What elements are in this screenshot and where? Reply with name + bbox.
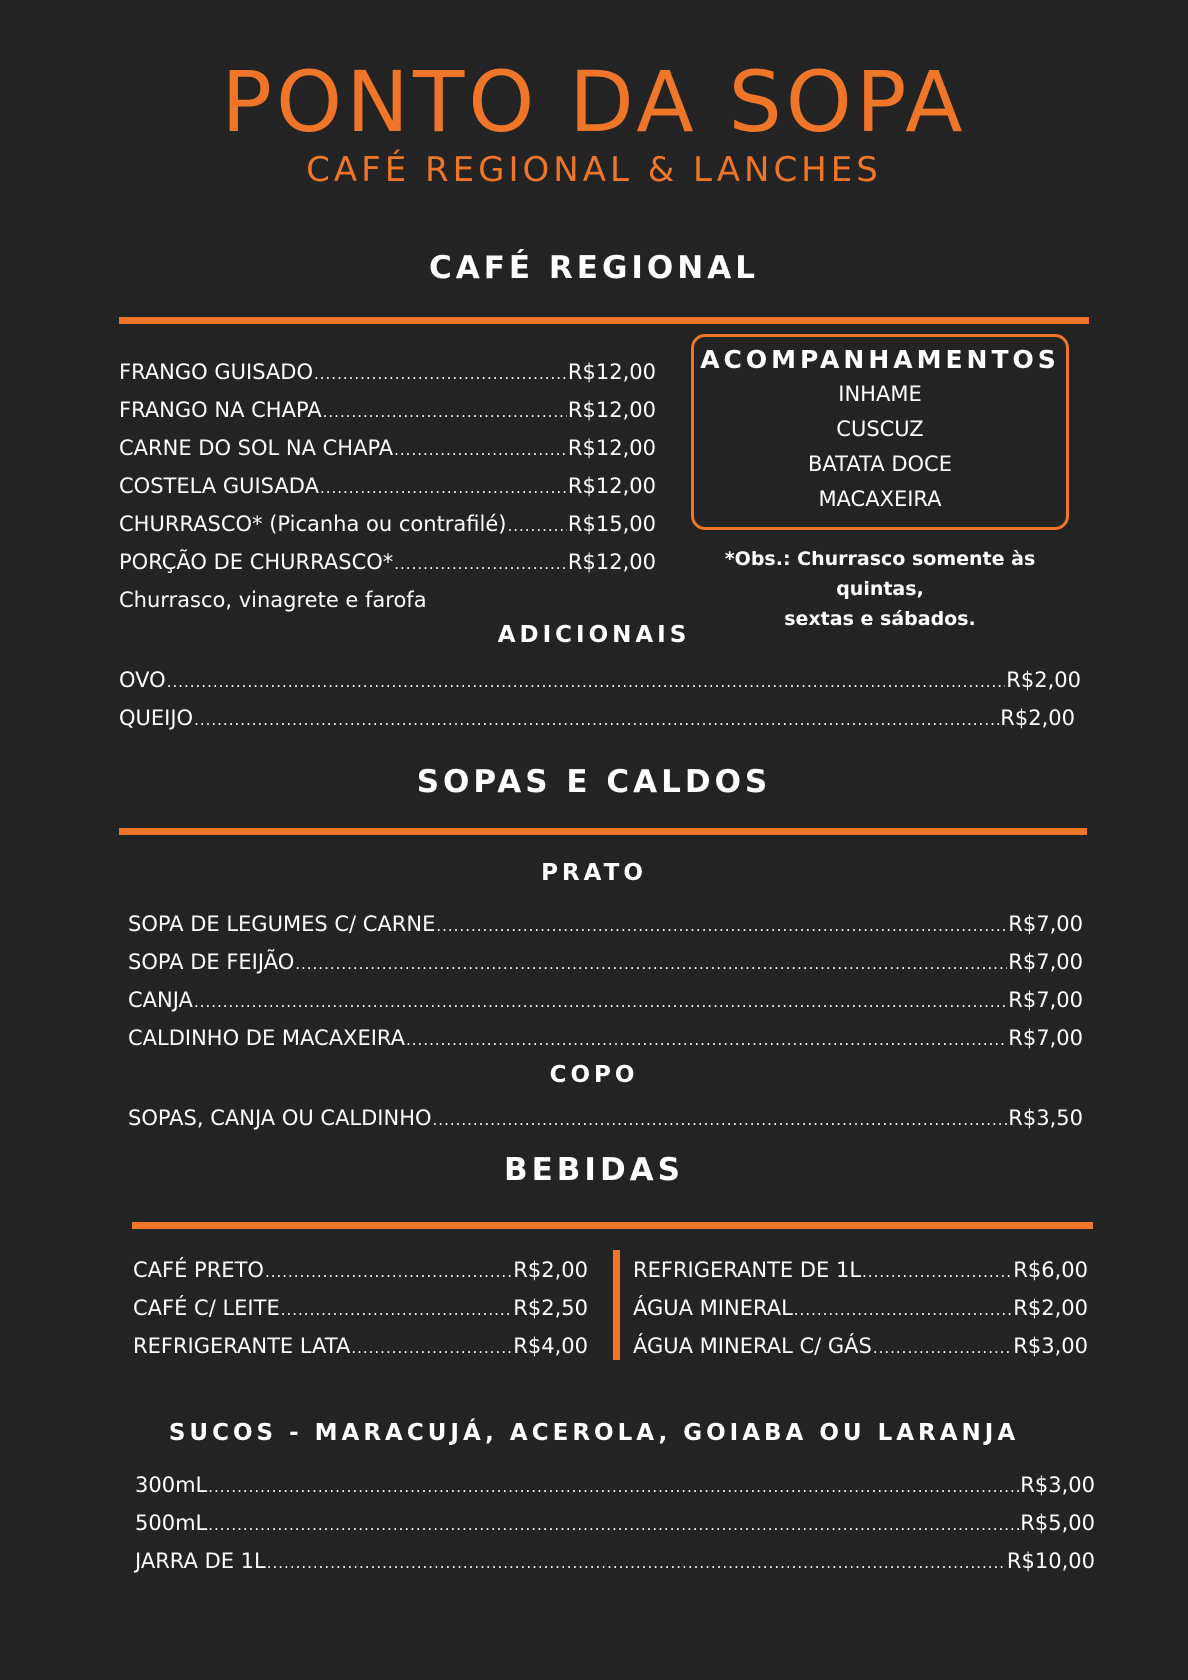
menu-item-price: R$7,00 [1008, 950, 1083, 974]
menu-item [135, 1543, 1095, 1581]
dot-leader [281, 1292, 513, 1328]
restaurant-tagline: CAFÉ REGIONAL & LANCHES [306, 150, 882, 190]
menu-item-name: CHURRASCO* (Picanha ou contrafilé) [119, 512, 507, 536]
dot-leader [194, 984, 1007, 1020]
menu-item [119, 430, 656, 468]
menu-item-name: CANJA [128, 988, 193, 1012]
menu-item-name: SOPA DE LEGUMES C/ CARNE [128, 912, 436, 936]
menu-item-price: R$2,00 [1006, 668, 1081, 692]
menu-item-price: R$12,00 [567, 550, 656, 574]
acompanhamento-item: BATATA DOCE [808, 452, 952, 476]
sucos-list [135, 1467, 1095, 1581]
menu-item-name: QUEIJO [119, 706, 194, 730]
dot-leader [394, 546, 567, 582]
dot-leader [167, 664, 1006, 700]
dot-leader [394, 432, 567, 468]
menu-item-price: R$7,00 [1008, 912, 1083, 936]
cafe-regional-list [119, 354, 656, 618]
dot-leader [267, 1545, 1006, 1581]
dot-leader [351, 1330, 512, 1366]
prato-list [128, 906, 1083, 1058]
bebidas-left-list [133, 1252, 588, 1366]
menu-item [133, 1252, 588, 1290]
menu-item [128, 1100, 1083, 1138]
column-divider [613, 1250, 620, 1360]
menu-item-name: ÁGUA MINERAL [633, 1296, 793, 1320]
menu-item [119, 544, 656, 582]
dot-leader [323, 394, 567, 430]
menu-item-name: 500mL [135, 1511, 208, 1535]
menu-item-price: R$3,00 [1020, 1473, 1095, 1497]
menu-item [135, 1467, 1095, 1505]
menu-item [119, 506, 656, 544]
observation-line: *Obs.: Churrasco somente às quintas, [724, 548, 1036, 600]
copo-list [128, 1100, 1083, 1138]
menu-item-price: R$3,50 [1008, 1106, 1083, 1130]
menu-item-name: COSTELA GUISADA [119, 474, 319, 498]
acompanhamento-item: MACAXEIRA [818, 487, 942, 511]
menu-item-name: CARNE DO SOL NA CHAPA [119, 436, 394, 460]
menu-item-price: R$12,00 [567, 398, 656, 422]
menu-item [128, 944, 1083, 982]
menu-item-name: JARRA DE 1L [135, 1549, 266, 1573]
menu-item [128, 1020, 1083, 1058]
menu-item-price: R$6,00 [1013, 1258, 1088, 1282]
menu-item [133, 1328, 588, 1366]
dot-leader [406, 1022, 1007, 1058]
menu-item-name: PORÇÃO DE CHURRASCO* [119, 550, 394, 574]
subsection-title-prato: PRATO [541, 860, 647, 886]
menu-item-name: FRANGO GUISADO [119, 360, 313, 384]
menu-item [135, 1505, 1095, 1543]
subsection-title-adicionais: ADICIONAIS [497, 622, 691, 648]
menu-item-name: ÁGUA MINERAL C/ GÁS [633, 1334, 872, 1358]
menu-item-price: R$2,00 [513, 1258, 588, 1282]
menu-item-name: CAFÉ C/ LEITE [133, 1296, 280, 1320]
menu-item-price: R$7,00 [1008, 1026, 1083, 1050]
dot-leader [208, 1469, 1019, 1505]
menu-item-name: CALDINHO DE MACAXEIRA [128, 1026, 406, 1050]
menu-item-name: REFRIGERANTE DE 1L [633, 1258, 862, 1282]
menu-item-name: SOPA DE FEIJÃO [128, 950, 295, 974]
menu-item-price: R$10,00 [1006, 1549, 1095, 1573]
subsection-title-copo: COPO [549, 1062, 639, 1088]
menu-item [133, 1290, 588, 1328]
menu-item-price: R$12,00 [567, 436, 656, 460]
acompanhamento-item: INHAME [838, 382, 922, 406]
menu-item [119, 700, 1075, 738]
observation-line: sextas e sábados. [784, 608, 976, 630]
dot-leader [433, 1102, 1008, 1138]
menu-item [633, 1328, 1088, 1366]
menu-item-price: R$15,00 [567, 512, 656, 536]
adicionais-list [119, 662, 1081, 738]
bebidas-right-list [633, 1252, 1088, 1366]
menu-item [119, 354, 656, 392]
menu-item-price: R$7,00 [1008, 988, 1083, 1012]
menu-item-price: R$12,00 [567, 360, 656, 384]
menu-item-price: R$2,00 [1013, 1296, 1088, 1320]
menu-item-price: R$3,00 [1013, 1334, 1088, 1358]
section-title-bebidas: BEBIDAS [503, 1152, 685, 1188]
restaurant-name: PONTO DA SOPA [221, 53, 967, 151]
dot-leader [320, 470, 567, 506]
dot-leader [873, 1330, 1012, 1366]
menu-item-name: SOPAS, CANJA OU CALDINHO [128, 1106, 432, 1130]
subsection-title-sucos: SUCOS - MARACUJÁ, ACEROLA, GOIABA OU LARANJA [168, 1420, 1020, 1446]
menu-item [128, 906, 1083, 944]
menu-item-price: R$2,00 [1000, 706, 1075, 730]
menu-item-price: R$12,00 [567, 474, 656, 498]
menu-item-name: 300mL [135, 1473, 208, 1497]
menu-item [119, 468, 656, 506]
menu-item-name: REFRIGERANTE LATA [133, 1334, 351, 1358]
dot-leader [314, 356, 567, 392]
dot-leader [436, 908, 1007, 944]
acompanhamentos-box [691, 334, 1069, 530]
menu-item-name: FRANGO NA CHAPA [119, 398, 322, 422]
portion-description: Churrasco, vinagrete e farofa [119, 588, 427, 612]
dot-leader [295, 946, 1007, 982]
section-title-sopas: SOPAS E CALDOS [416, 764, 772, 800]
acompanhamento-item: CUSCUZ [836, 417, 924, 441]
section-divider [119, 828, 1087, 835]
menu-item-name: OVO [119, 668, 166, 692]
menu-item-price: R$2,50 [513, 1296, 588, 1320]
menu-item [119, 662, 1081, 700]
menu-item [119, 392, 656, 430]
menu-item [633, 1252, 1088, 1290]
menu-item [633, 1290, 1088, 1328]
menu-item-price: R$4,00 [513, 1334, 588, 1358]
dot-leader [794, 1292, 1013, 1328]
menu-item-name: CAFÉ PRETO [133, 1258, 264, 1282]
dot-leader [194, 702, 999, 738]
dot-leader [208, 1507, 1019, 1543]
section-divider [119, 317, 1089, 324]
dot-leader [862, 1254, 1012, 1290]
acompanhamentos-title: ACOMPANHAMENTOS [700, 345, 1060, 374]
section-divider [132, 1222, 1093, 1229]
menu-item [128, 982, 1083, 1020]
menu-item-price: R$5,00 [1020, 1511, 1095, 1535]
dot-leader [507, 508, 566, 544]
dot-leader [265, 1254, 512, 1290]
section-title-cafe-regional: CAFÉ REGIONAL [429, 250, 759, 286]
